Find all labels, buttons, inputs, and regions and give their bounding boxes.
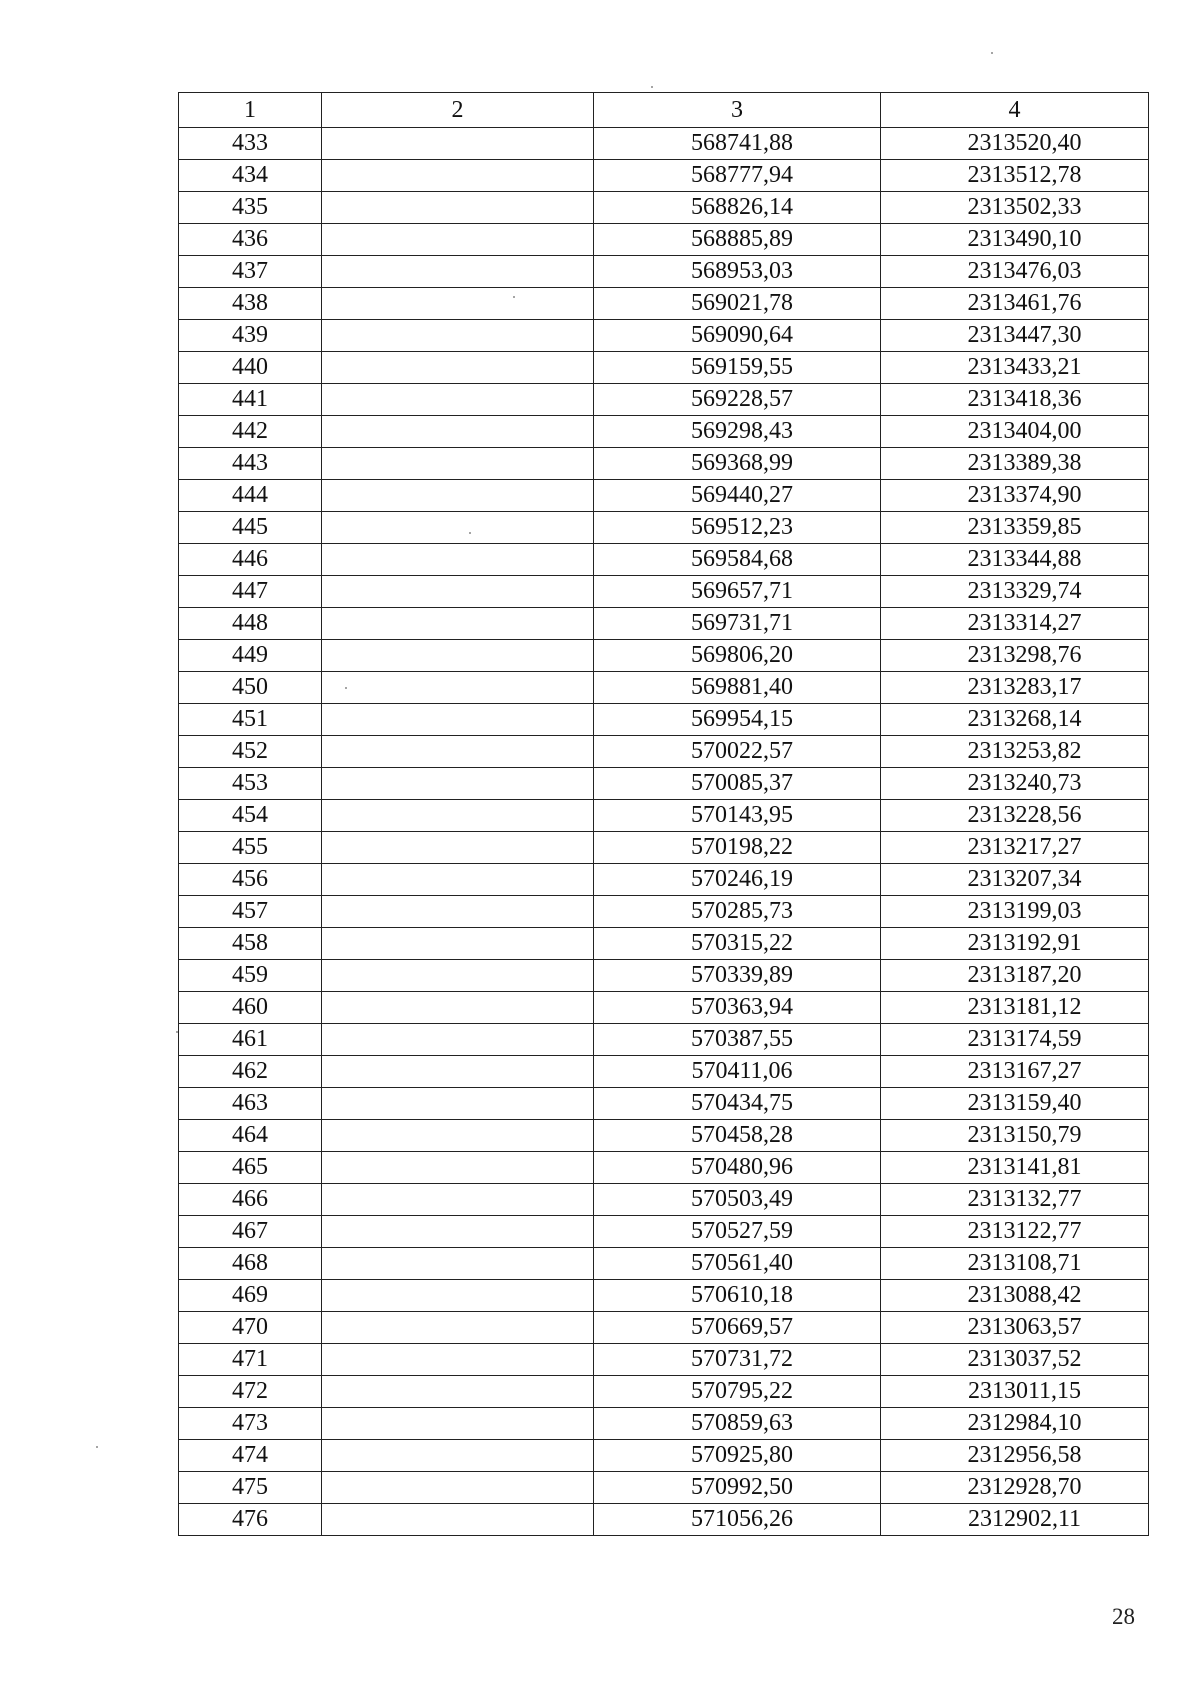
empty-cell xyxy=(322,832,594,864)
table-row xyxy=(179,128,1149,160)
coordinate-x-cell: 570669,57 xyxy=(594,1312,881,1344)
coordinate-y-cell: 2313132,77 xyxy=(881,1184,1149,1216)
point-number-cell: 469 xyxy=(179,1280,322,1312)
empty-cell xyxy=(322,864,594,896)
point-number-cell: 467 xyxy=(179,1216,322,1248)
point-number-cell: 439 xyxy=(179,320,322,352)
empty-cell xyxy=(322,1376,594,1408)
coordinate-x-cell: 568826,14 xyxy=(594,192,881,224)
point-number-cell: 458 xyxy=(179,928,322,960)
coordinate-y-cell: 2313461,76 xyxy=(881,288,1149,320)
coordinate-y-cell: 2313502,33 xyxy=(881,192,1149,224)
coordinate-x-cell: 570315,22 xyxy=(594,928,881,960)
coordinate-x-cell: 569368,99 xyxy=(594,448,881,480)
table-row xyxy=(179,896,1149,928)
empty-cell xyxy=(322,1312,594,1344)
scan-speck xyxy=(991,52,993,54)
table-row xyxy=(179,1024,1149,1056)
empty-cell xyxy=(322,416,594,448)
empty-cell xyxy=(322,1184,594,1216)
point-number-cell: 445 xyxy=(179,512,322,544)
table-row xyxy=(179,352,1149,384)
coordinate-y-cell: 2313150,79 xyxy=(881,1120,1149,1152)
point-number-cell: 459 xyxy=(179,960,322,992)
coordinate-x-cell: 569159,55 xyxy=(594,352,881,384)
point-number-cell: 473 xyxy=(179,1408,322,1440)
table-body xyxy=(179,128,1149,1536)
coordinate-y-cell: 2313063,57 xyxy=(881,1312,1149,1344)
table-row xyxy=(179,256,1149,288)
table-row xyxy=(179,672,1149,704)
coordinate-y-cell: 2313088,42 xyxy=(881,1280,1149,1312)
point-number-cell: 455 xyxy=(179,832,322,864)
empty-cell xyxy=(322,1248,594,1280)
table-row xyxy=(179,640,1149,672)
empty-cell xyxy=(322,352,594,384)
table-row xyxy=(179,288,1149,320)
table-row xyxy=(179,544,1149,576)
coordinate-y-cell: 2313329,74 xyxy=(881,576,1149,608)
coordinate-x-cell: 570143,95 xyxy=(594,800,881,832)
table-row xyxy=(179,832,1149,864)
coordinate-y-cell: 2313217,27 xyxy=(881,832,1149,864)
point-number-cell: 464 xyxy=(179,1120,322,1152)
coordinate-y-cell: 2313122,77 xyxy=(881,1216,1149,1248)
table-row xyxy=(179,928,1149,960)
empty-cell xyxy=(322,992,594,1024)
coordinate-x-cell: 568741,88 xyxy=(594,128,881,160)
table-row xyxy=(179,1088,1149,1120)
empty-cell xyxy=(322,1504,594,1536)
point-number-cell: 447 xyxy=(179,576,322,608)
coordinate-x-cell: 570992,50 xyxy=(594,1472,881,1504)
point-number-cell: 450 xyxy=(179,672,322,704)
coordinate-y-cell: 2312956,58 xyxy=(881,1440,1149,1472)
point-number-cell: 453 xyxy=(179,768,322,800)
table-row xyxy=(179,1344,1149,1376)
point-number-cell: 449 xyxy=(179,640,322,672)
point-number-cell: 444 xyxy=(179,480,322,512)
coordinate-x-cell: 570085,37 xyxy=(594,768,881,800)
point-number-cell: 435 xyxy=(179,192,322,224)
column-header-2: 2 xyxy=(322,93,594,128)
coordinate-y-cell: 2313192,91 xyxy=(881,928,1149,960)
coordinates-table xyxy=(178,92,1149,1536)
coordinate-x-cell: 569584,68 xyxy=(594,544,881,576)
table-row xyxy=(179,480,1149,512)
coordinate-y-cell: 2312984,10 xyxy=(881,1408,1149,1440)
coordinate-x-cell: 569228,57 xyxy=(594,384,881,416)
point-number-cell: 461 xyxy=(179,1024,322,1056)
table-row xyxy=(179,1056,1149,1088)
coordinate-x-cell: 570198,22 xyxy=(594,832,881,864)
empty-cell xyxy=(322,1408,594,1440)
coordinate-x-cell: 570503,49 xyxy=(594,1184,881,1216)
point-number-cell: 436 xyxy=(179,224,322,256)
empty-cell xyxy=(322,1024,594,1056)
empty-cell xyxy=(322,1472,594,1504)
coordinate-x-cell: 570859,63 xyxy=(594,1408,881,1440)
coordinate-x-cell: 569512,23 xyxy=(594,512,881,544)
coordinate-x-cell: 569881,40 xyxy=(594,672,881,704)
coordinate-x-cell: 570363,94 xyxy=(594,992,881,1024)
empty-cell xyxy=(322,480,594,512)
table-row xyxy=(179,224,1149,256)
point-number-cell: 468 xyxy=(179,1248,322,1280)
coordinate-x-cell: 570434,75 xyxy=(594,1088,881,1120)
coordinate-x-cell: 570480,96 xyxy=(594,1152,881,1184)
empty-cell xyxy=(322,672,594,704)
point-number-cell: 475 xyxy=(179,1472,322,1504)
coordinate-y-cell: 2313447,30 xyxy=(881,320,1149,352)
empty-cell xyxy=(322,288,594,320)
empty-cell xyxy=(322,800,594,832)
empty-cell xyxy=(322,256,594,288)
coordinate-y-cell: 2313228,56 xyxy=(881,800,1149,832)
coordinate-y-cell: 2313404,00 xyxy=(881,416,1149,448)
table-row xyxy=(179,992,1149,1024)
empty-cell xyxy=(322,896,594,928)
coordinate-y-cell: 2313314,27 xyxy=(881,608,1149,640)
empty-cell xyxy=(322,1344,594,1376)
empty-cell xyxy=(322,544,594,576)
table-row xyxy=(179,1184,1149,1216)
table-row xyxy=(179,1408,1149,1440)
coordinate-x-cell: 569806,20 xyxy=(594,640,881,672)
coordinate-x-cell: 570527,59 xyxy=(594,1216,881,1248)
point-number-cell: 470 xyxy=(179,1312,322,1344)
coordinate-x-cell: 570458,28 xyxy=(594,1120,881,1152)
empty-cell xyxy=(322,768,594,800)
table-row xyxy=(179,864,1149,896)
coordinate-y-cell: 2313207,34 xyxy=(881,864,1149,896)
coordinate-y-cell: 2313476,03 xyxy=(881,256,1149,288)
scan-speck xyxy=(345,687,347,689)
empty-cell xyxy=(322,608,594,640)
empty-cell xyxy=(322,384,594,416)
empty-cell xyxy=(322,1088,594,1120)
coordinate-x-cell: 569021,78 xyxy=(594,288,881,320)
coordinate-x-cell: 570285,73 xyxy=(594,896,881,928)
point-number-cell: 448 xyxy=(179,608,322,640)
point-number-cell: 438 xyxy=(179,288,322,320)
scan-speck xyxy=(513,296,515,298)
table-row xyxy=(179,1312,1149,1344)
table-row xyxy=(179,1120,1149,1152)
coordinate-x-cell: 568885,89 xyxy=(594,224,881,256)
point-number-cell: 460 xyxy=(179,992,322,1024)
empty-cell xyxy=(322,1056,594,1088)
coordinate-y-cell: 2313240,73 xyxy=(881,768,1149,800)
coordinate-y-cell: 2313011,15 xyxy=(881,1376,1149,1408)
coordinate-y-cell: 2313253,82 xyxy=(881,736,1149,768)
empty-cell xyxy=(322,960,594,992)
table-row xyxy=(179,320,1149,352)
coordinate-y-cell: 2313359,85 xyxy=(881,512,1149,544)
empty-cell xyxy=(322,1120,594,1152)
point-number-cell: 446 xyxy=(179,544,322,576)
coordinate-y-cell: 2313283,17 xyxy=(881,672,1149,704)
empty-cell xyxy=(322,160,594,192)
empty-cell xyxy=(322,1440,594,1472)
coordinate-x-cell: 570246,19 xyxy=(594,864,881,896)
point-number-cell: 452 xyxy=(179,736,322,768)
empty-cell xyxy=(322,224,594,256)
scan-speck xyxy=(651,86,653,88)
point-number-cell: 466 xyxy=(179,1184,322,1216)
coordinate-x-cell: 570411,06 xyxy=(594,1056,881,1088)
empty-cell xyxy=(322,736,594,768)
coordinate-y-cell: 2313418,36 xyxy=(881,384,1149,416)
empty-cell xyxy=(322,320,594,352)
point-number-cell: 437 xyxy=(179,256,322,288)
point-number-cell: 443 xyxy=(179,448,322,480)
empty-cell xyxy=(322,1216,594,1248)
column-header-3: 3 xyxy=(594,93,881,128)
coordinate-y-cell: 2313167,27 xyxy=(881,1056,1149,1088)
coordinate-x-cell: 570925,80 xyxy=(594,1440,881,1472)
table-row xyxy=(179,576,1149,608)
empty-cell xyxy=(322,512,594,544)
point-number-cell: 451 xyxy=(179,704,322,736)
empty-cell xyxy=(322,576,594,608)
table-row xyxy=(179,192,1149,224)
empty-cell xyxy=(322,704,594,736)
coordinate-y-cell: 2313344,88 xyxy=(881,544,1149,576)
table-row xyxy=(179,1280,1149,1312)
table-row xyxy=(179,512,1149,544)
empty-cell xyxy=(322,1152,594,1184)
coordinate-y-cell: 2313174,59 xyxy=(881,1024,1149,1056)
coordinate-y-cell: 2313298,76 xyxy=(881,640,1149,672)
scan-speck xyxy=(96,1446,98,1448)
coordinate-y-cell: 2313037,52 xyxy=(881,1344,1149,1376)
coordinate-x-cell: 569954,15 xyxy=(594,704,881,736)
coordinate-x-cell: 569440,27 xyxy=(594,480,881,512)
point-number-cell: 454 xyxy=(179,800,322,832)
coordinate-x-cell: 569090,64 xyxy=(594,320,881,352)
coordinate-y-cell: 2313159,40 xyxy=(881,1088,1149,1120)
point-number-cell: 471 xyxy=(179,1344,322,1376)
point-number-cell: 457 xyxy=(179,896,322,928)
point-number-cell: 441 xyxy=(179,384,322,416)
coordinate-x-cell: 569298,43 xyxy=(594,416,881,448)
table-row xyxy=(179,1248,1149,1280)
table-row xyxy=(179,1472,1149,1504)
coordinate-y-cell: 2313268,14 xyxy=(881,704,1149,736)
coordinate-x-cell: 570731,72 xyxy=(594,1344,881,1376)
page-number: 28 xyxy=(1112,1604,1135,1629)
scan-speck xyxy=(176,1031,178,1033)
table-row xyxy=(179,704,1149,736)
coordinate-x-cell: 571056,26 xyxy=(594,1504,881,1536)
table-row xyxy=(179,768,1149,800)
scan-speck xyxy=(469,532,471,534)
coordinate-y-cell: 2313199,03 xyxy=(881,896,1149,928)
point-number-cell: 476 xyxy=(179,1504,322,1536)
coordinate-x-cell: 570387,55 xyxy=(594,1024,881,1056)
table-row xyxy=(179,608,1149,640)
table-row xyxy=(179,384,1149,416)
table-row xyxy=(179,736,1149,768)
coordinate-y-cell: 2313187,20 xyxy=(881,960,1149,992)
coordinate-x-cell: 570561,40 xyxy=(594,1248,881,1280)
table-row xyxy=(179,1504,1149,1536)
point-number-cell: 472 xyxy=(179,1376,322,1408)
coordinate-x-cell: 570610,18 xyxy=(594,1280,881,1312)
coordinate-x-cell: 570022,57 xyxy=(594,736,881,768)
point-number-cell: 463 xyxy=(179,1088,322,1120)
coordinate-y-cell: 2313389,38 xyxy=(881,448,1149,480)
point-number-cell: 465 xyxy=(179,1152,322,1184)
column-header-1: 1 xyxy=(179,93,322,128)
coordinate-y-cell: 2313520,40 xyxy=(881,128,1149,160)
coordinate-y-cell: 2313141,81 xyxy=(881,1152,1149,1184)
coordinate-x-cell: 569657,71 xyxy=(594,576,881,608)
table-header-row xyxy=(179,93,1149,128)
table-row xyxy=(179,1440,1149,1472)
table-row xyxy=(179,416,1149,448)
coordinate-x-cell: 570339,89 xyxy=(594,960,881,992)
table-row xyxy=(179,1376,1149,1408)
coordinate-y-cell: 2312928,70 xyxy=(881,1472,1149,1504)
empty-cell xyxy=(322,1280,594,1312)
table-row xyxy=(179,800,1149,832)
coordinates-table-container xyxy=(178,92,1148,1536)
point-number-cell: 434 xyxy=(179,160,322,192)
table-row xyxy=(179,1152,1149,1184)
table-row xyxy=(179,448,1149,480)
empty-cell xyxy=(322,128,594,160)
coordinate-y-cell: 2313512,78 xyxy=(881,160,1149,192)
coordinate-x-cell: 568777,94 xyxy=(594,160,881,192)
point-number-cell: 462 xyxy=(179,1056,322,1088)
coordinate-y-cell: 2313181,12 xyxy=(881,992,1149,1024)
table-row xyxy=(179,160,1149,192)
point-number-cell: 440 xyxy=(179,352,322,384)
coordinate-x-cell: 569731,71 xyxy=(594,608,881,640)
point-number-cell: 442 xyxy=(179,416,322,448)
coordinate-y-cell: 2313433,21 xyxy=(881,352,1149,384)
table-row xyxy=(179,960,1149,992)
coordinate-x-cell: 568953,03 xyxy=(594,256,881,288)
empty-cell xyxy=(322,448,594,480)
coordinate-x-cell: 570795,22 xyxy=(594,1376,881,1408)
coordinate-y-cell: 2313490,10 xyxy=(881,224,1149,256)
point-number-cell: 456 xyxy=(179,864,322,896)
column-header-4: 4 xyxy=(881,93,1149,128)
empty-cell xyxy=(322,192,594,224)
empty-cell xyxy=(322,928,594,960)
coordinate-y-cell: 2313374,90 xyxy=(881,480,1149,512)
table-row xyxy=(179,1216,1149,1248)
empty-cell xyxy=(322,640,594,672)
point-number-cell: 433 xyxy=(179,128,322,160)
coordinate-y-cell: 2313108,71 xyxy=(881,1248,1149,1280)
point-number-cell: 474 xyxy=(179,1440,322,1472)
coordinate-y-cell: 2312902,11 xyxy=(881,1504,1149,1536)
